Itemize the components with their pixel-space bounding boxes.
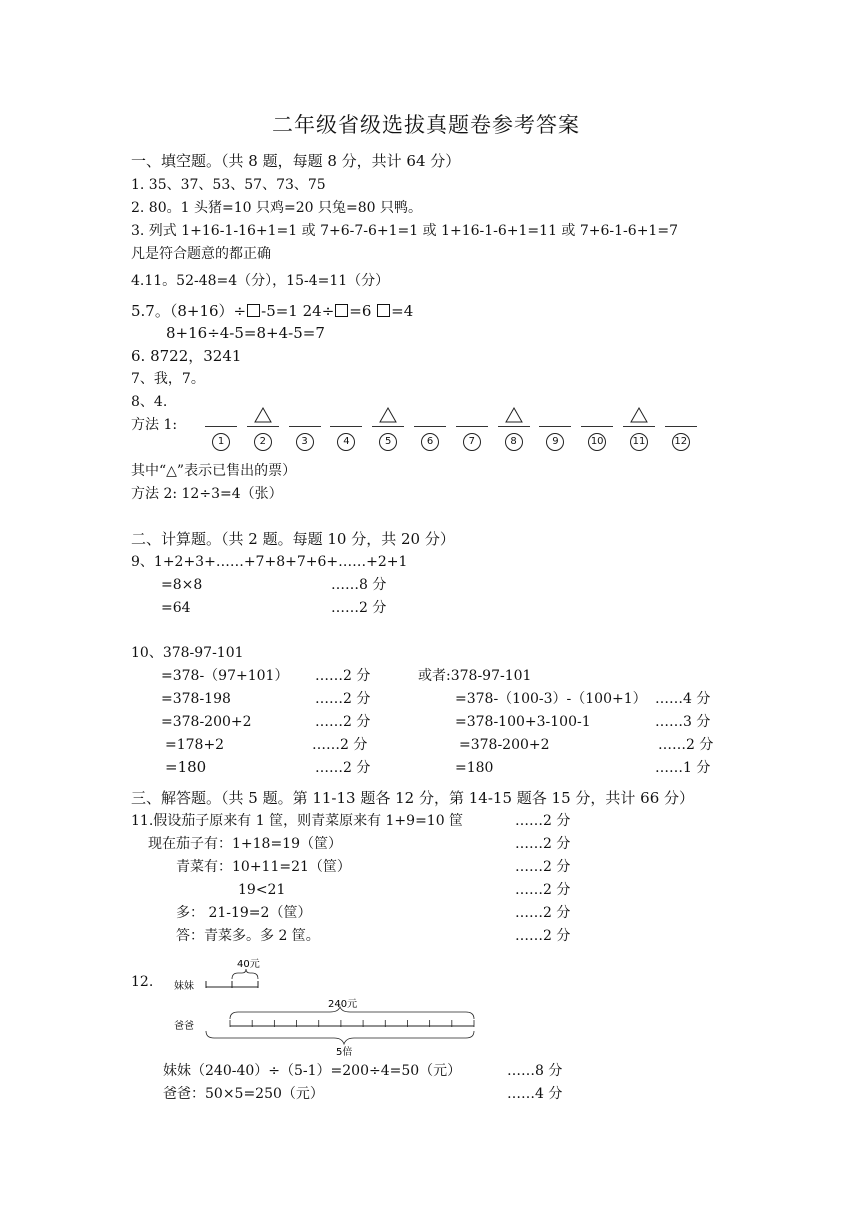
q10-alt-expr: =378-100+3-100-1 bbox=[455, 714, 591, 730]
q10-step-expr: =378-198 bbox=[161, 691, 231, 707]
ticket-number: 7 bbox=[463, 433, 481, 451]
ticket-slot bbox=[330, 404, 362, 460]
q11-score: ……2 分 bbox=[515, 813, 571, 829]
q11-score: ……2 分 bbox=[515, 928, 571, 944]
answer-q10: 10、378-97-101 bbox=[131, 645, 244, 661]
triangle-icon bbox=[254, 407, 272, 423]
answer-q6: 6. 8722，3241 bbox=[131, 347, 242, 365]
q9-step-score: ……8 分 bbox=[331, 577, 387, 593]
q9-step-expr: =64 bbox=[161, 600, 191, 616]
ticket-number: 5 bbox=[379, 433, 397, 451]
q10-step-score: ……2 分 bbox=[312, 737, 368, 753]
q12-score: ……4 分 bbox=[507, 1086, 563, 1102]
brace-icon bbox=[232, 969, 258, 979]
ticket-blank-line bbox=[330, 426, 362, 427]
triangle-icon bbox=[379, 407, 397, 423]
ticket-slot bbox=[623, 404, 655, 460]
answer-q9: 9、1+2+3+……+7+8+7+6+……+2+1 bbox=[131, 554, 408, 570]
q12-label: 12. bbox=[131, 974, 154, 990]
q11-line: 多： 21-19=2（筐） bbox=[176, 905, 312, 921]
ticket-blank-line bbox=[289, 426, 321, 427]
ticket-number: 1 bbox=[212, 433, 230, 451]
diagram-dad-label: 爸爸 bbox=[174, 1021, 194, 1032]
q9-step-expr: =8×8 bbox=[161, 577, 203, 593]
q11-score: ……2 分 bbox=[515, 882, 571, 898]
diagram-times-label: 5倍 bbox=[336, 1047, 353, 1058]
ticket-blank-line bbox=[414, 426, 446, 427]
section1-heading: 一、填空题。（共 8 题，每题 8 分，共计 64 分） bbox=[131, 152, 461, 170]
brace-icon bbox=[206, 1031, 474, 1044]
q11-line: 11.假设茄子原来有 1 筐，则青菜原来有 1+9=10 筐 bbox=[131, 813, 464, 829]
answer-q1: 1. 35、37、53、57、73、75 bbox=[131, 177, 326, 193]
blank-square-icon bbox=[247, 304, 260, 317]
q10-step-expr: =178+2 bbox=[165, 737, 225, 753]
ticket-slot bbox=[665, 404, 697, 460]
ticket-slot bbox=[456, 404, 488, 460]
ticket-number: 8 bbox=[505, 433, 523, 451]
q10-alt-label: 或者:378-97-101 bbox=[418, 668, 532, 684]
ticket-blank-line bbox=[665, 426, 697, 427]
ticket-number: 9 bbox=[546, 433, 564, 451]
q9-step-score: ……2 分 bbox=[331, 600, 387, 616]
ticket-blank-line bbox=[581, 426, 613, 427]
q10-alt-score: ……4 分 bbox=[655, 691, 711, 707]
ticket-blank-line bbox=[205, 426, 237, 427]
method2: 方法 2: 12÷3=4（张） bbox=[131, 486, 283, 502]
ticket-slot bbox=[581, 404, 613, 460]
ticket-number: 11 bbox=[630, 433, 648, 451]
q12-line: 妹妹（240-40）÷（5-1）=200÷4=50（元） bbox=[163, 1063, 462, 1079]
ticket-number: 10 bbox=[588, 433, 606, 451]
q11-line: 19<21 bbox=[238, 882, 286, 898]
ticket-slot bbox=[539, 404, 571, 460]
q10-alt-expr: =378-（100-3）-（100+1） bbox=[455, 691, 647, 707]
q10-step-score: ……2 分 bbox=[315, 714, 371, 730]
answer-q5-line1 bbox=[131, 302, 413, 320]
ticket-slot bbox=[414, 404, 446, 460]
q11-line: 答：青菜多。多 2 筐。 bbox=[176, 928, 320, 944]
ticket-slot bbox=[498, 404, 530, 460]
q10-step-expr: =378-200+2 bbox=[161, 714, 252, 730]
q10-step-expr: =378-（97+101） bbox=[161, 668, 289, 684]
ticket-slot bbox=[247, 404, 279, 460]
ticket-number: 12 bbox=[672, 433, 690, 451]
q11-line: 现在茄子有：1+18=19（筐） bbox=[148, 836, 342, 852]
ticket-number: 2 bbox=[254, 433, 272, 451]
q10-step-score: ……2 分 bbox=[315, 691, 371, 707]
ticket-blank-line bbox=[247, 426, 279, 427]
q10-step-score: ……2 分 bbox=[315, 760, 371, 776]
blank-square-icon bbox=[335, 304, 348, 317]
q10-step-expr: =180 bbox=[165, 758, 207, 776]
ticket-number: 6 bbox=[421, 433, 439, 451]
ticket-blank-line bbox=[498, 426, 530, 427]
section3-heading: 三、解答题。（共 5 题。第 11-13 题各 12 分，第 14-15 题各 15 分，共计 66 分） bbox=[131, 789, 695, 807]
q11-score: ……2 分 bbox=[515, 836, 571, 852]
q5-mid2: =6 bbox=[349, 302, 377, 320]
q12-line: 爸爸：50×5=250（元） bbox=[163, 1086, 324, 1102]
answer-q4: 4.11。52-48=4（分），15-4=11（分） bbox=[131, 273, 390, 289]
q11-line: 青菜有：10+11=21（筐） bbox=[176, 859, 351, 875]
answer-q8: 8、4. bbox=[131, 394, 168, 410]
diagram-total-label: 240元 bbox=[328, 999, 358, 1010]
blank-square-icon bbox=[377, 304, 390, 317]
q10-alt-score: ……2 分 bbox=[658, 737, 714, 753]
q11-score: ……2 分 bbox=[515, 859, 571, 875]
q11-score: ……2 分 bbox=[515, 905, 571, 921]
ticket-blank-line bbox=[372, 426, 404, 427]
section2-heading: 二、计算题。（共 2 题。每题 10 分，共 20 分） bbox=[131, 530, 455, 548]
triangle-icon bbox=[630, 407, 648, 423]
page-title: 二年级省级选拔真题卷参考答案 bbox=[272, 113, 580, 137]
ticket-blank-line bbox=[539, 426, 571, 427]
line-segment-diagram bbox=[170, 955, 490, 1065]
q10-step-score: ……2 分 bbox=[315, 668, 371, 684]
diagram-sister-label: 妹妹 bbox=[174, 981, 194, 992]
ticket-slot bbox=[205, 404, 237, 460]
diagram-diff-label: 40元 bbox=[237, 959, 260, 970]
ticket-number: 4 bbox=[337, 433, 355, 451]
q10-alt-score: ……1 分 bbox=[655, 760, 711, 776]
triangle-note: 其中“△”表示已售出的票） bbox=[131, 463, 297, 479]
q10-alt-score: ……3 分 bbox=[655, 714, 711, 730]
ticket-slot bbox=[289, 404, 321, 460]
answer-q3-line2: 凡是符合题意的都正确 bbox=[131, 246, 271, 262]
q5-suffix: =4 bbox=[391, 302, 414, 320]
q12-score: ……8 分 bbox=[507, 1063, 563, 1079]
triangle-icon bbox=[505, 407, 523, 423]
answer-q2: 2. 80。1 头猪=10 只鸡=20 只兔=80 只鸭。 bbox=[131, 200, 422, 216]
ticket-slot bbox=[372, 404, 404, 460]
q10-alt-expr: =378-200+2 bbox=[459, 737, 550, 753]
q5-prefix: 5.7。（8+16）÷ bbox=[131, 302, 247, 320]
ticket-blank-line bbox=[623, 426, 655, 427]
q10-alt-expr: =180 bbox=[455, 760, 494, 776]
ticket-number: 3 bbox=[296, 433, 314, 451]
method1-label: 方法 1: bbox=[131, 417, 178, 433]
answer-q3-line1: 3. 列式 1+16-1-16+1=1 或 7+6-7-6+1=1 或 1+16-1-6+1=11 或 7+6-1-6+1=7 bbox=[131, 223, 678, 239]
q5-mid1: -5=1 24÷ bbox=[261, 302, 335, 320]
ticket-blank-line bbox=[456, 426, 488, 427]
answer-q7: 7、我，7。 bbox=[131, 371, 205, 387]
answer-q5-line2: 8+16÷4-5=8+4-5=7 bbox=[166, 324, 325, 342]
